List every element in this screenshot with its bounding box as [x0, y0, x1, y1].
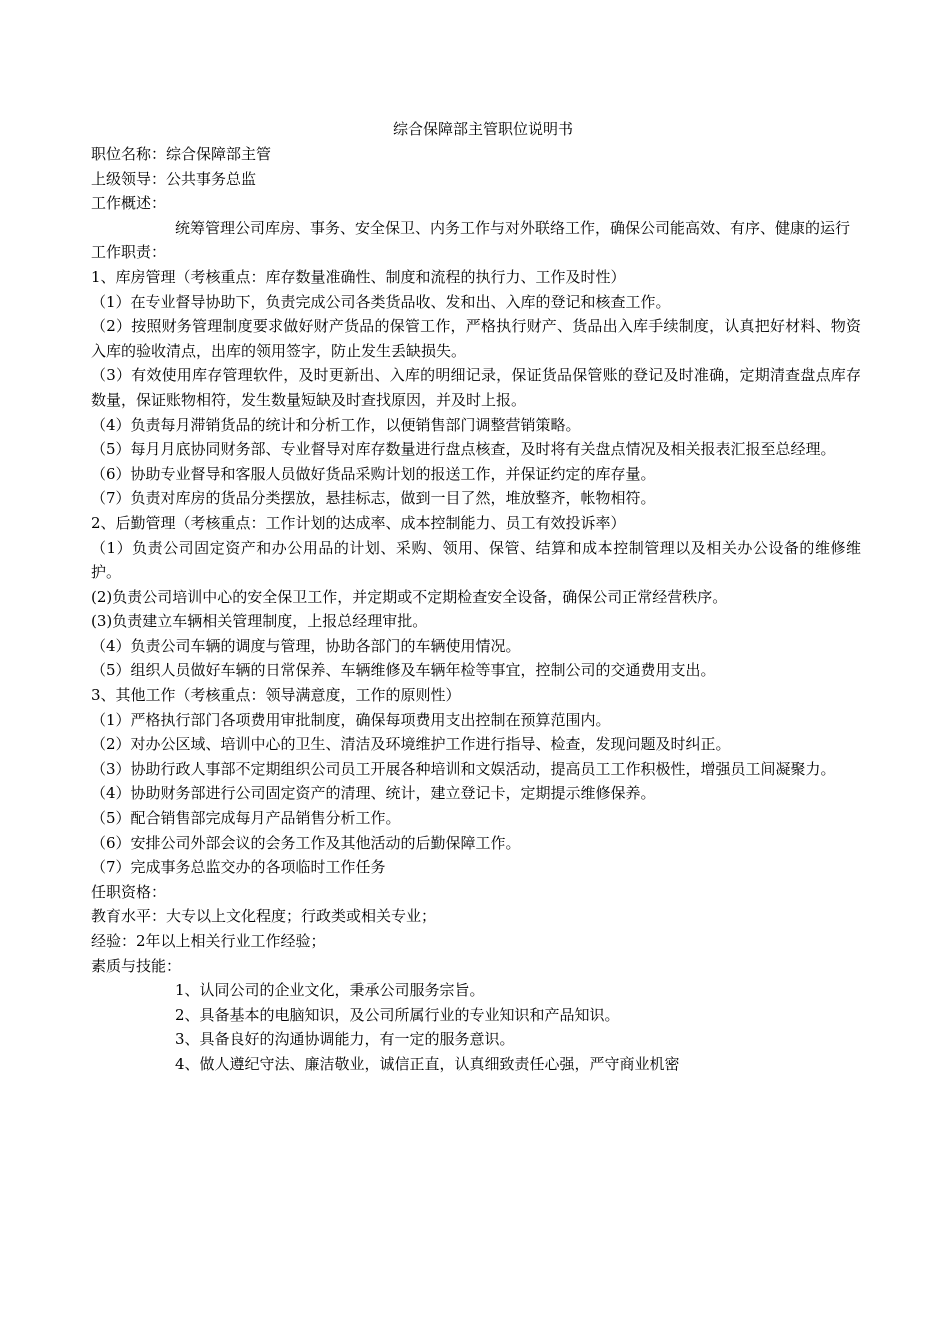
duty-item: （6）安排公司外部会议的会务工作及其他活动的后勤保障工作。 [91, 833, 521, 852]
duty-item: （3）有效使用库存管理软件，及时更新出、入库的明细记录，保证货品保管账的登记及时准确，定期清查盘点库存数量，保证账物相符，发生数量短缺及时查找原因，并及时上报。 [91, 366, 861, 409]
duty-item: （1）负责公司固定资产和办公用品的计划、采购、领用、保管、结算和成本控制管理以及相关办公设备的维修维护。 [91, 538, 861, 582]
duty-item: （5）每月月底协同财务部、专业督导对库存数量进行盘点核查，及时将有关盘点情况及相关报表汇报至总经理。 [91, 440, 836, 459]
duty-item: （2）按照财务管理制度要求做好财产货品的保管工作，严格执行财产、货品出入库手续制度，认真把好材料、物资入库的验收清点，出库的领用签字，防止发生丢缺损失。 [91, 317, 861, 360]
duty-item: （3）协助行政人事部不定期组织公司员工开展各种培训和文娱活动，提高员工工作积极性，增强员工间凝聚力。 [91, 759, 836, 778]
section-logistics [91, 511, 861, 683]
superior: 上级领导：公共事务总监 [91, 169, 257, 188]
section-heading: 3、其他工作（考核重点：领导满意度，工作的原则性） [91, 686, 461, 705]
section-storage [91, 265, 861, 511]
duty-item: （4）负责每月滞销货品的统计和分析工作，以便销售部门调整营销策略。 [91, 415, 581, 434]
duty-item: （4）协助财务部进行公司固定资产的清理、统计，建立登记卡，定期提示维修保养。 [91, 784, 656, 803]
duty-item: (3)负责建立车辆相关管理制度，上报总经理审批。 [91, 612, 428, 631]
duty-item: （5）配合销售部完成每月产品销售分析工作。 [91, 809, 401, 828]
section-heading: 1、库房管理（考核重点：库存数量准确性、制度和流程的执行力、工作及时性） [91, 267, 626, 286]
education-requirement: 教育水平：大专以上文化程度；行政类或相关专业； [91, 907, 437, 926]
skill-item: 4、做人遵纪守法、廉洁敬业，诚信正直，认真细致责任心强，严守商业机密 [175, 1054, 680, 1073]
position-name: 职位名称：综合保障部主管 [91, 145, 272, 163]
duty-item: （4）负责公司车辆的调度与管理，协助各部门的车辆使用情况。 [91, 636, 521, 655]
section-heading: 2、后勤管理（考核重点：工作计划的达成率、成本控制能力、员工有效投诉率） [91, 513, 626, 532]
duty-item: （2）对办公区域、培训中心的卫生、清洁及环境维护工作进行指导、检查，发现问题及时纠正。 [91, 735, 731, 754]
experience-requirement: 经验：2年以上相关行业工作经验； [91, 932, 326, 950]
duty-item: （7）负责对库房的货品分类摆放，悬挂标志，做到一目了然，堆放整齐，帐物相符。 [91, 489, 656, 508]
skill-item: 3、具备良好的沟通协调能力，有一定的服务意识。 [175, 1030, 515, 1049]
duty-item: (2)负责公司培训中心的安全保卫工作，并定期或不定期检查安全设备，确保公司正常经营秩序。 [91, 587, 728, 606]
duty-item: （5）组织人员做好车辆的日常保养、车辆维修及车辆年检等事宜，控制公司的交通费用支出。 [91, 661, 716, 680]
skill-item: 1、认同公司的企业文化，秉承公司服务宗旨。 [175, 981, 485, 1000]
duty-item: （6）协助专业督导和客服人员做好货品采购计划的报送工作，并保证约定的库存量。 [91, 464, 656, 483]
duty-item: （7）完成事务总监交办的各项临时工作任务 [91, 858, 386, 877]
duty-item: （1）在专业督导协助下，负责完成公司各类货品收、发和出、入库的登记和核查工作。 [91, 292, 671, 311]
overview-text: 统筹管理公司库房、事务、安全保卫、内务工作与对外联络工作，确保公司能高效、有序、健康的运行 [175, 218, 851, 237]
skills-label: 素质与技能： [91, 956, 182, 975]
overview-label: 工作概述： [91, 194, 167, 213]
duty-item: （1）严格执行部门各项费用审批制度，确保每项费用支出控制在预算范围内。 [91, 710, 611, 729]
qualifications-label: 任职资格： [91, 882, 167, 901]
duties-label: 工作职责： [91, 243, 167, 262]
skill-item: 2、具备基本的电脑知识，及公司所属行业的专业知识和产品知识。 [175, 1005, 620, 1024]
document-body [91, 116, 861, 1077]
section-other [91, 683, 861, 880]
document-title: 综合保障部主管职位说明书 [392, 120, 573, 138]
